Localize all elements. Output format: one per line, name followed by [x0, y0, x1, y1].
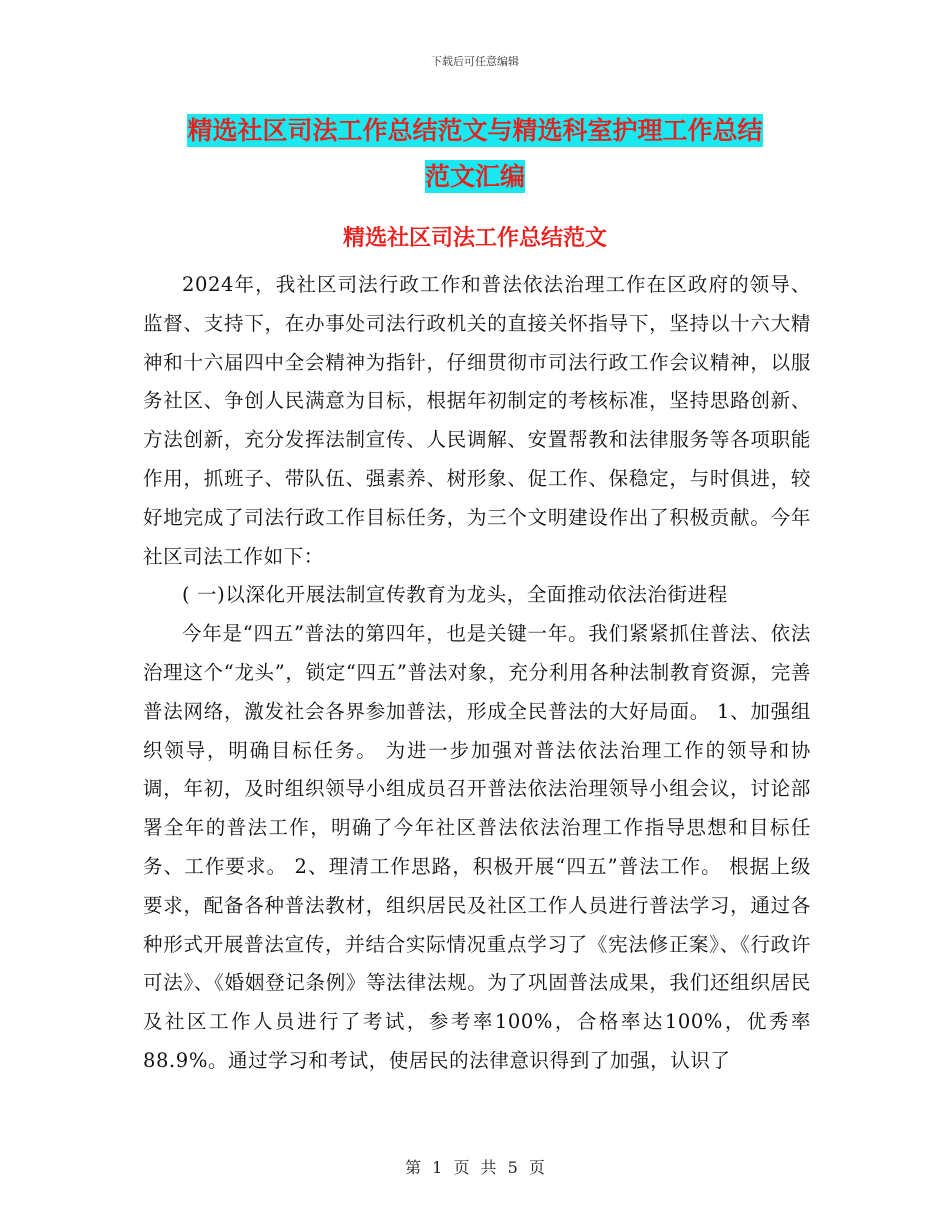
paragraph-body-1: 今年是“四五”普法的第四年，也是关键一年。我们紧紧抓住普法、依法治理这个“龙头”，锁定“四五”普法对象，充分利用各种法制教育资源，完善普法网络，激发社会各界参加普法，形成全民普法的大好局面。 1、加强组织领导，明确目标任务。 为进一步加强对普法依法治理工作的领导和协调，年初，及时组织领导小组成员召开普法依法治理领导小组会议，讨论部署全年的普法工作，明确了今年社区普法依法治理工作指导思想和目标任务、工作要求。 2、理清工作思路，积极开展“四五”普法工作。 根据上级要求，配备各种普法教材，组织居民及社区工作人员进行普法学习，通过各种形式开展普法宣传，并结合实际情况重点学习了《宪法修正案》、《行政许可法》、《婚姻登记条例》等法律法规。为了巩固普法成果，我们还组织居民及社区工作人员进行了考试，参考率100%，合格率达100%，优秀率88.9%。通过学习和考试，使居民的法律意识得到了加强，认识了 [143, 622, 811, 1072]
document-title-line2: 范文汇编 [424, 162, 525, 191]
paragraph-intro: 2024年，我社区司法行政工作和普法依法治理工作在区政府的领导、监督、支持下，在办事处司法行政机关的直接关怀指导下，坚持以十六大精神和十六届四中全会精神为指针，仔细贯彻市司法行政工作会议精神，以服务社区、争创人民满意为目标，根据年初制定的考核标准，坚持思路创新、方法创新，充分发挥法制宣传、人民调解、安置帮教和法律服务等各项职能作用，抓班子、带队伍、强素养、树形象、促工作、保稳定，与时俱进，较好地完成了司法行政工作目标任务，为三个文明建设作出了积极贡献。今年社区司法工作如下： [143, 273, 811, 568]
document-title [140, 108, 810, 200]
document-title-line1: 精选社区司法工作总结范文与精选科室护理工作总结 [187, 116, 763, 145]
body-text [143, 266, 811, 1081]
header-note: 下载后可任意编辑 [431, 55, 519, 68]
section-title: 精选社区司法工作总结范文 [342, 225, 607, 251]
paragraph-heading-1: ( 一)以深化开展法制宣传教育为龙头，全面推动依法治街进程 [182, 583, 728, 607]
page-footer: 第 1 页 共 5 页 [405, 1158, 545, 1177]
